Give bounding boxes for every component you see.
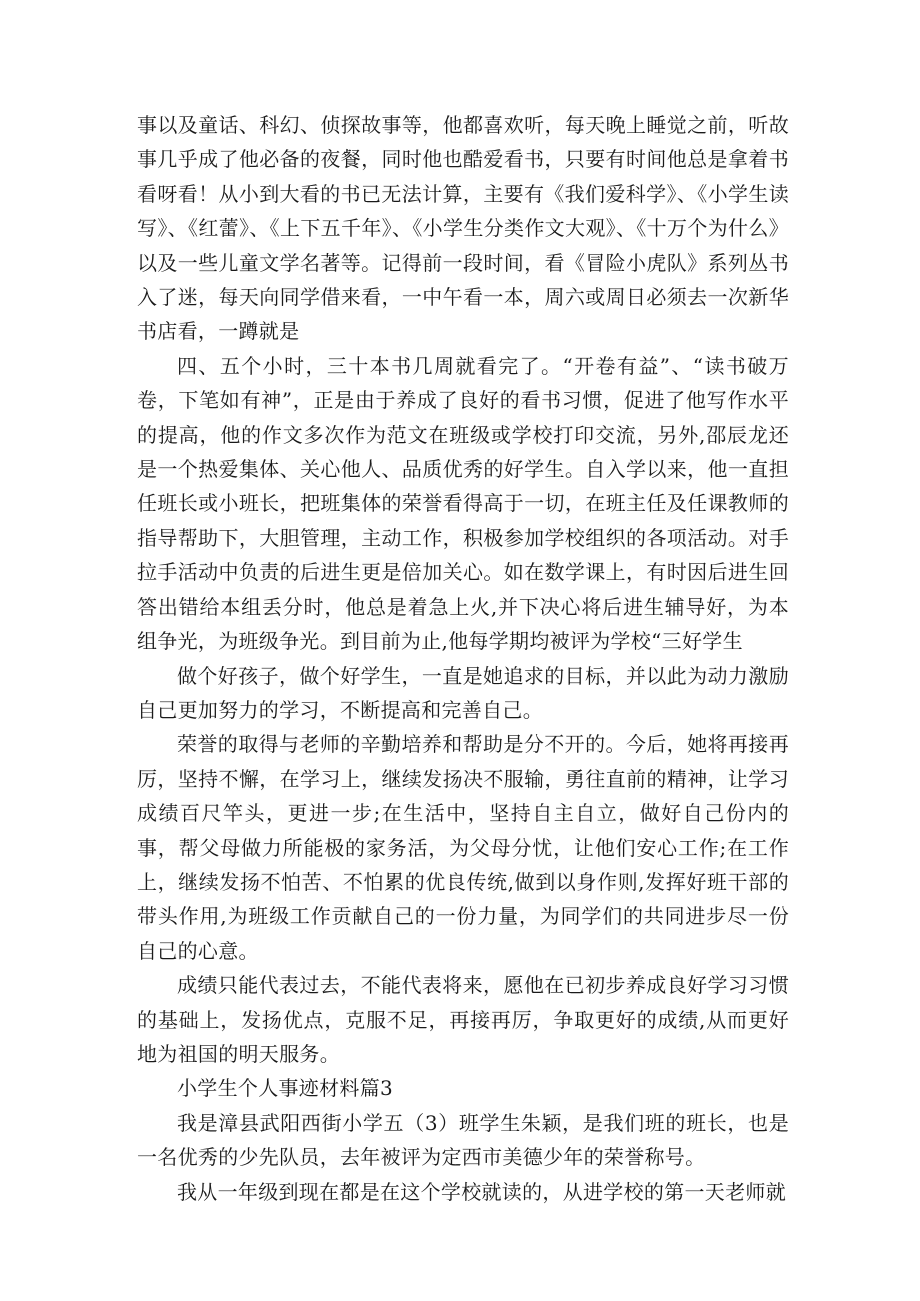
paragraph: 荣誉的取得与老师的辛勤培养和帮助是分不开的。今后，她将再接再厉，坚持不懈，在学习上，继续发扬决不服输，勇往直前的精神，让学习成绩百尺竿头，更进一步;在生活中，坚持自主自立，做好自己份内的事，帮父母做力所能极的家务活，为父母分忧，让他们安心工作;在工作上，继续发扬不怕苦、不怕累的优良传统,做到以身作则,发挥好班干部的带头作用,为班级工作贡献自己的一份力量，为同学们的共同进步尽一份自己的心意。 xyxy=(137,732,789,963)
paragraph: 事以及童话、科幻、侦探故事等，他都喜欢听，每天晚上睡觉之前，听故事几乎成了他必备的夜餐，同时他也酷爱看书，只要有时间他总是拿着书看呀看！从小到大看的书已无法计算，主要有《我们爱科学》、《小学生读写》、《红蕾》、《上下五千年》、《小学生分类作文大观》、《十万个为什么》以及一些儿童文学名著等。记得前一段时间，看《冒险小虎队》系列丛书入了迷，每天向同学借来看，一中午看一本，周六或周日必须去一次新华书店看，一蹲就是 xyxy=(137,113,789,344)
section-heading: 小学生个人事迹材料篇3 xyxy=(177,1076,394,1101)
paragraph: 做个好孩子，做个好学生，一直是她追求的目标，并以此为动力激励自己更加努力的学习，不断提高和完善自己。 xyxy=(137,663,789,722)
paragraph: 四、五个小时，三十本书几周就看完了。“开卷有益”、“读书破万卷，下笔如有神”，正是由于养成了良好的看书习惯，促进了他写作水平的提高，他的作文多次作为范文在班级或学校打印交流，另外,邵辰龙还是一个热爱集体、关心他人、品质优秀的好学生。自入学以来，他一直担任班长或小班长，把班集体的荣誉看得高于一切，在班主任及任课教师的指导帮助下，大胆管理，主动工作，积极参加学校组织的各项活动。对手拉手活动中负责的后进生更是倍加关心。如在数学课上，有时因后进生回答出错给本组丢分时，他总是着急上火,并下决心将后进生辅导好，为本组争光，为班级争光。到目前为止,他每学期均被评为学校“三好学生 xyxy=(137,353,789,654)
document-body xyxy=(137,108,789,1209)
paragraph: 成绩只能代表过去，不能代表将来，愿他在已初步养成良好学习习惯的基础上，发扬优点，克服不足，再接再厉，争取更好的成绩,从而更好地为祖国的明天服务。 xyxy=(137,973,789,1066)
paragraph: 我从一年级到现在都是在这个学校就读的，从进学校的第一天老师就 xyxy=(177,1179,786,1204)
paragraph: 我是漳县武阳西街小学五（3）班学生朱颖，是我们班的班长，也是一名优秀的少先队员，去年被评为定西市美德少年的荣誉称号。 xyxy=(137,1110,789,1170)
